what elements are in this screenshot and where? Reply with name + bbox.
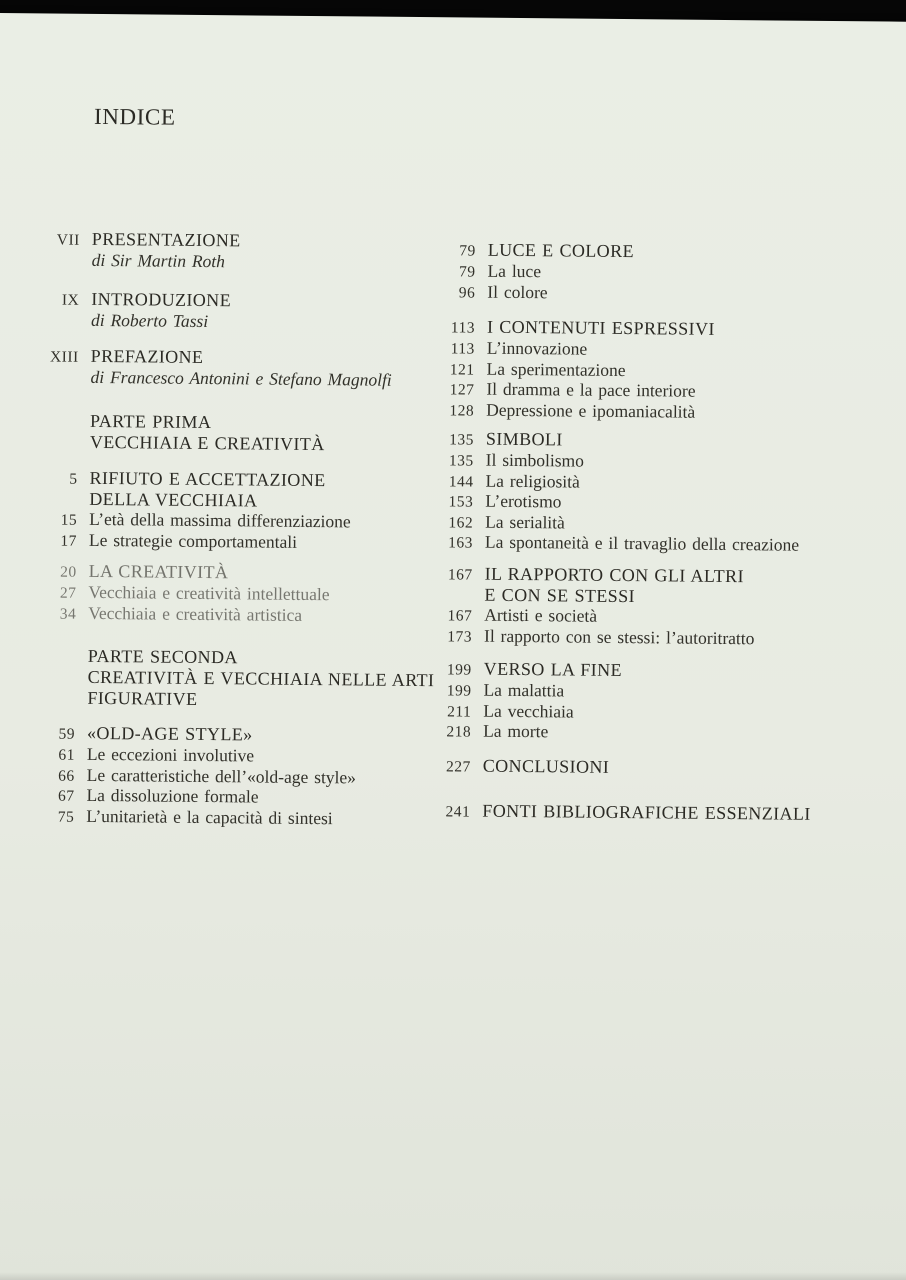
- toc-page-number: 27: [59, 584, 77, 602]
- toc-entry-label: «OLD-AGE STYLE»: [86, 722, 253, 745]
- toc-page-number: 227: [445, 758, 471, 776]
- toc-entry-label: I CONTENUTI ESPRESSIVI: [486, 316, 715, 339]
- toc-entry: [35, 530, 455, 555]
- toc-page-number: 79: [458, 263, 476, 281]
- toc-page-number: 218: [446, 723, 472, 741]
- toc-entry-label: PARTE PRIMA VECCHIAIA E CREATIVITÀ: [89, 410, 325, 455]
- toc-page-number: 121: [449, 360, 475, 379]
- toc-page-number: 128: [449, 401, 475, 420]
- toc-group: [33, 645, 454, 712]
- toc-group: [431, 428, 882, 557]
- toc-entry: [35, 467, 455, 513]
- toc-group: [433, 239, 884, 306]
- toc-entry-label: LA CREATIVITÀ: [88, 560, 229, 583]
- toc-page-number: 153: [448, 493, 474, 511]
- toc-page-number: 167: [447, 607, 473, 625]
- toc-group: [428, 800, 878, 826]
- toc-entry-label: L’erotismo: [485, 490, 562, 512]
- toc-group: [36, 345, 456, 391]
- toc-page-number: 167: [447, 566, 473, 584]
- toc-entry-label: La serialità: [485, 511, 565, 532]
- toc-entry-label: CONCLUSIONI: [482, 755, 610, 777]
- toc-right-column: [423, 17, 886, 1280]
- toc-page-number: 163: [448, 534, 474, 552]
- toc-entry: [430, 626, 880, 651]
- toc-entry-label: La malattia: [483, 679, 565, 701]
- toc-entry-label: La spontaneità e il travaglio della creazione: [484, 531, 800, 555]
- toc-entry-label: Il simbolismo: [485, 449, 585, 471]
- toc-entry: [37, 310, 457, 334]
- toc-page-number: XIII: [49, 348, 79, 366]
- toc-group: [34, 560, 455, 627]
- toc-entry-label: PRESENTAZIONE: [91, 228, 241, 251]
- toc-entry-label: Depressione e ipomaniacalità: [486, 399, 696, 422]
- toc-page-number: 241: [445, 803, 471, 821]
- toc-entry: [33, 645, 454, 712]
- toc-page-number: 79: [459, 242, 476, 260]
- toc-entry: [38, 250, 458, 274]
- toc-page-number: 199: [446, 661, 472, 679]
- toc-entry-label: Vecchiaia e creatività artistica: [88, 602, 303, 625]
- toc-entry-label: RIFIUTO E ACCETTAZIONE DELLA VECCHIAIA: [89, 467, 326, 511]
- toc-entry: [36, 410, 456, 456]
- toc-group: [32, 722, 453, 830]
- toc-page-number: 67: [57, 787, 75, 805]
- toc-page-number: 135: [449, 431, 475, 449]
- toc-page-number: 34: [59, 605, 77, 623]
- toc-page-number: 61: [58, 746, 75, 764]
- toc-entry: [34, 603, 454, 628]
- toc-left-column: [27, 13, 460, 1280]
- toc-entry: [433, 282, 883, 307]
- toc-group: [429, 755, 879, 781]
- toc-page-number: 96: [458, 283, 476, 302]
- toc-entry: [429, 721, 879, 746]
- toc-entry: [32, 806, 452, 831]
- toc-entry-label: Il dramma e la pace interiore: [486, 378, 696, 401]
- toc-page-number: 75: [57, 808, 75, 826]
- toc-entry-label: La sperimentazione: [486, 358, 626, 380]
- toc-entry-label: FONTI BIBLIOGRAFICHE ESSENZIALI: [482, 800, 811, 824]
- toc-entry-label: IL RAPPORTO CON GLI ALTRI E CON SE STESSI: [484, 563, 745, 607]
- toc-entry-label: La religiosità: [485, 470, 580, 492]
- toc-page-number: 66: [58, 767, 75, 785]
- toc-entry-label: Le eccezioni involutive: [86, 743, 255, 766]
- toc-entry-label: PARTE SECONDA CREATIVITÀ E VECCHIAIA NELLE ARTI FIGURATIVE: [87, 645, 435, 709]
- toc-group: [429, 658, 880, 746]
- toc-entry-label: LUCE E COLORE: [487, 239, 635, 262]
- toc-entry: [431, 532, 881, 557]
- toc-entry-label: Il colore: [487, 281, 548, 302]
- toc-entry: [428, 800, 878, 826]
- toc-page-number: VII: [56, 231, 80, 249]
- toc-page-number: 17: [60, 532, 78, 550]
- toc-entry-label: L’innovazione: [486, 337, 588, 359]
- page-title: INDICE: [93, 103, 176, 130]
- toc-group: [36, 410, 456, 456]
- toc-page-number: 135: [448, 452, 474, 470]
- toc-entry: [429, 755, 879, 781]
- toc-entry-label: INTRODUZIONE: [91, 288, 232, 311]
- toc-page-number: 113: [450, 340, 475, 358]
- toc-entry-label: PREFAZIONE: [90, 345, 204, 367]
- toc-page-number: 173: [447, 627, 473, 646]
- toc-entry: [36, 367, 456, 391]
- toc-page-number: 162: [448, 513, 474, 532]
- toc-entry-label: VERSO LA FINE: [483, 658, 623, 680]
- toc-entry: [430, 563, 880, 609]
- toc-entry-label: L’età della massima differenziazione: [89, 508, 351, 532]
- toc-entry-label: Le caratteristiche dell’«old-age style»: [86, 764, 357, 787]
- toc-group: [430, 563, 881, 650]
- toc-group: [38, 228, 458, 274]
- toc-entry-label: SIMBOLI: [485, 428, 563, 450]
- toc-page-number: 199: [446, 682, 472, 700]
- toc-page-number: 5: [69, 470, 78, 488]
- toc-group: [37, 288, 457, 334]
- toc-entry-label: Artisti e società: [484, 604, 598, 626]
- toc-page-number: 113: [450, 319, 476, 337]
- toc-entry-label: Le strategie comportamentali: [88, 529, 298, 552]
- toc-page-number: IX: [61, 291, 80, 309]
- toc-entry-label: Il rapporto con se stessi: l’autoritratto: [483, 625, 755, 648]
- toc-page-number: 59: [58, 725, 76, 743]
- toc-page-number: 15: [60, 511, 78, 529]
- toc-group: [432, 316, 883, 424]
- toc-entry-label: Vecchiaia e creatività intellettuale: [88, 581, 330, 605]
- toc-entry-label: L’unitarietà e la capacità di sintesi: [86, 805, 333, 828]
- toc-entry-label: La dissoluzione formale: [86, 784, 259, 807]
- toc-page-number: 20: [60, 563, 77, 581]
- book-page: [0, 13, 906, 1280]
- toc-entry-label: La luce: [487, 260, 542, 282]
- toc-entry-label: di Francesco Antonini e Stefano Magnolfi: [90, 366, 392, 390]
- toc-entry: [432, 400, 882, 425]
- toc-page-number: 127: [449, 381, 475, 399]
- toc-page-number: 144: [448, 472, 474, 491]
- toc-entry-label: di Roberto Tassi: [90, 309, 209, 332]
- toc-entry-label: La morte: [483, 720, 549, 742]
- toc-page-number: 211: [447, 702, 472, 721]
- toc-entry-label: di Sir Martin Roth: [91, 249, 226, 272]
- toc-group: [35, 467, 456, 554]
- toc-entry-label: La vecchiaia: [483, 700, 574, 722]
